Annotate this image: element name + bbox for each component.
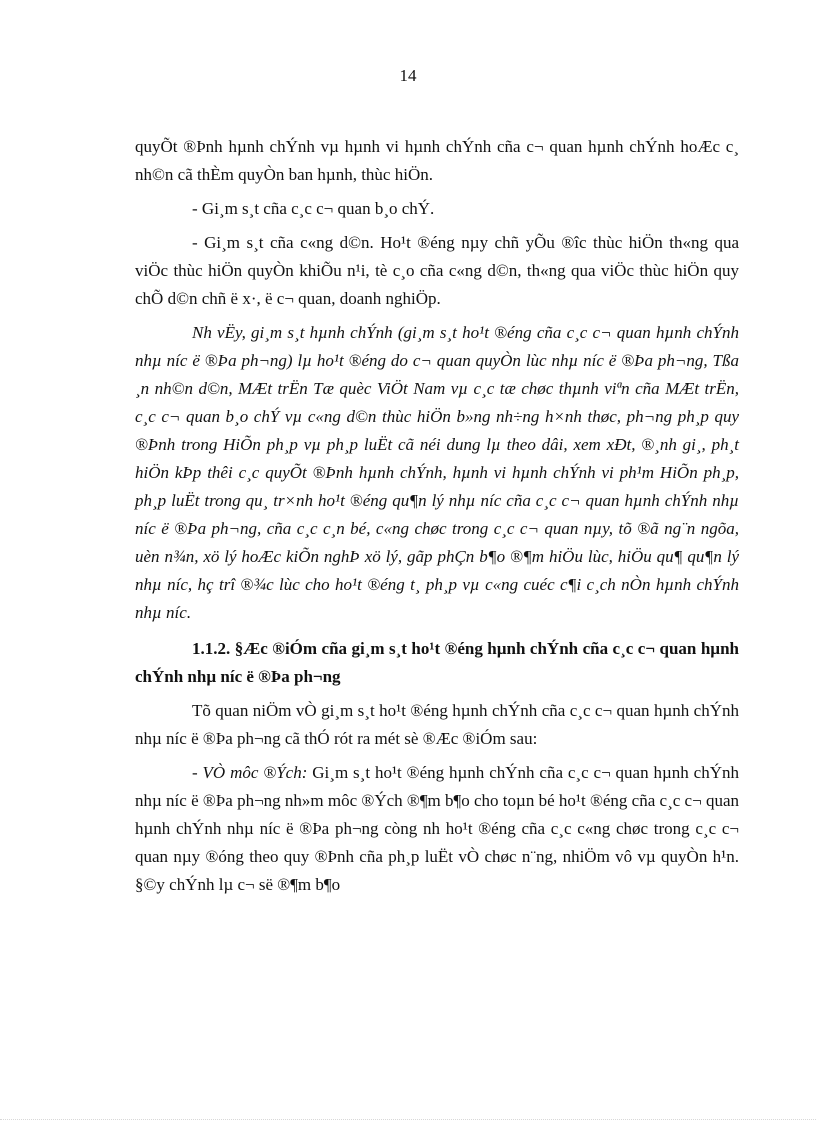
document-body [135,133,739,905]
purpose-label: - VÒ môc ®Ých: [192,763,308,782]
page-number: 14 [399,66,417,85]
section-heading: 1.1.2. §Æc ®iÓm cña gi¸m s¸t ho¹t ®éng hµnh chÝnh cña c¸c c¬ quan hµnh chÝnh nhµ níc ë ®Þa ph¬ng [135,639,739,686]
purpose-text: Gi¸m s¸t ho¹t ®éng hµnh chÝnh cña c¸c c¬ quan hµnh chÝnh nhµ níc ë ®Þa ph¬ng nh»m môc ®Ých ®¶m b¶o cho toµn bé ho¹t ®éng cña c¸c c¬ quan hµnh chÝnh nhµ níc ë ®Þa ph¬ng còng nh ho¹t ®éng cña c¸c c«ng chøc trong c¸c c¬ quan nµy ®óng theo quy ®Þnh cña ph¸p luËt vÒ chøc n¨ng, nhiÖm vô vµ quyÒn h¹n. §©y chÝnh lµ c¬ së ®¶m b¶o [135,763,739,894]
purpose-paragraph [135,759,739,899]
definition-paragraph: Nh vËy, gi¸m s¸t hµnh chÝnh (gi¸m s¸t ho¹t ®éng cña c¸c c¬ quan hµnh chÝnh nhµ níc ë ®Þa ph¬ng) lµ ho¹t ®éng do c¬ quan quyÒn lùc nhµ níc ë ®Þa ph¬ng, Tßa ¸n nh©n d©n, MÆt trËn Tæ quèc ViÖt Nam vµ c¸c tæ chøc thµnh viªn cña MÆt trËn, c¸c c¬ quan b¸o chÝ vµ c«ng d©n thùc hiÖn b»ng nh÷ng h×nh thøc, ph¬ng ph¸p quy ®Þnh trong HiÕn ph¸p vµ ph¸p luËt cã néi dung lµ theo dâi, xem xÐt, ®¸nh gi¸, ph¸t hiÖn kÞp thêi c¸c quyÕt ®Þnh hµnh chÝnh, hµnh vi hµnh chÝnh vi ph¹m HiÕn ph¸p, ph¸p luËt trong qu¸ tr×nh ho¹t ®éng qu¶n lý nhµ níc cña c¸c c¬ quan hµnh chÝnh nhµ níc ë ®Þa ph¬ng, cña c¸c c¸n bé, c«ng chøc trong c¸c c¬ quan nµy, tõ ®ã ng¨n ngõa, uèn n¾n, xö lý hoÆc kiÕn nghÞ xö lý, gãp phÇn b¶o ®¶m hiÖu lùc, hiÖu qu¶ qu¶n lý nhµ níc, hç trî ®¾c lùc cho ho¹t ®éng t¸ ph¸p vµ c«ng cuéc c¶i c¸ch nÒn hµnh chÝnh nhµ níc. [135,323,739,622]
list-item-citizen-supervision: - Gi¸m s¸t cña c«ng d©n. Ho¹t ®éng nµy chñ yÕu ®îc thùc hiÖn th«ng qua viÖc thùc hiÖn quyÒn khiÕu n¹i, tè c¸o cña c«ng d©n, th«ng qua viÖc thùc hiÖn quy chÕ d©n chñ ë x·, ë c¬ quan, doanh nghiÖp. [135,233,739,308]
section-intro-paragraph: Tõ quan niÖm vÒ gi¸m s¸t ho¹t ®éng hµnh chÝnh cña c¸c c¬ quan hµnh chÝnh nhµ níc ë ®Þa ph¬ng cã thÓ rót ra mét sè ®Æc ®iÓm sau: [135,701,739,748]
page-bottom-rule [0,1119,816,1120]
list-item-press-supervision: - Gi¸m s¸t cña c¸c c¬ quan b¸o chÝ. [192,199,435,218]
paragraph-continuation: quyÕt ®Þnh hµnh chÝnh vµ hµnh vi hµnh chÝnh cña c¬ quan hµnh chÝnh hoÆc c¸ nh©n cã thÈm quyÒn ban hµnh, thùc hiÖn. [135,137,739,184]
